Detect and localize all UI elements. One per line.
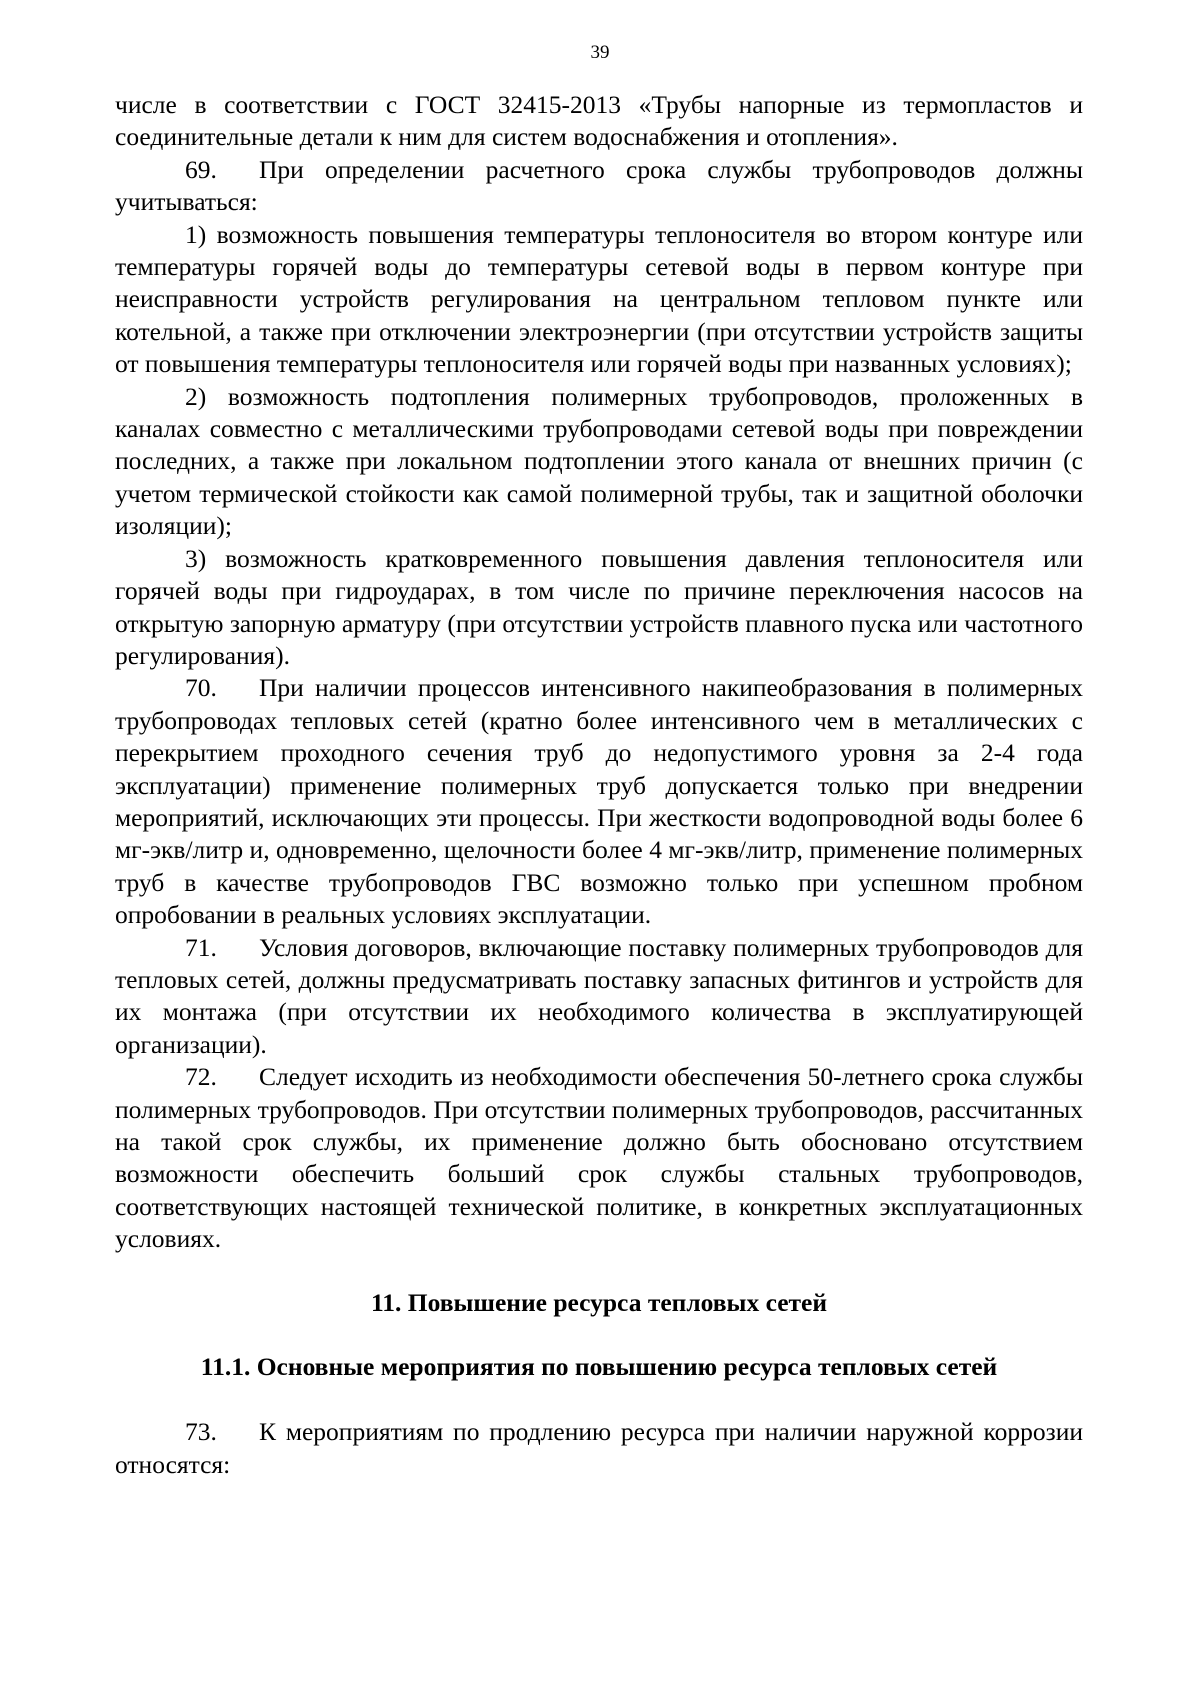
list-item-text: 1) возможность повышения температуры теплоносителя во втором контуре или температуры горячей воды до температуры сетевой воды в первом контуре при неисправности устройств регулирования на центральном тепловом пункте или котельной, а также при отключении электроэнергии (при отсутствии устройств защиты от повышения температуры теплоносителя или горячей воды при названных условиях); xyxy=(115,219,1083,379)
list-item-69-2 xyxy=(115,381,1083,543)
paragraph-number: 71. xyxy=(185,932,217,962)
subsection-heading: 11.1. Основные мероприятия по повышению ресурса тепловых сетей xyxy=(200,1352,998,1382)
list-item-69-1 xyxy=(115,219,1083,381)
list-item-text: 3) возможность кратковременного повышения давления теплоносителя или горячей воды при гидроударах, в том числе по причине переключения насосов на открытую запорную арматуру (при отсутствии устройств плавного пуска или частотного регулирования). xyxy=(115,543,1083,670)
paragraph-number: 70. xyxy=(185,673,217,703)
list-item-69-3 xyxy=(115,543,1083,673)
page-number: 39 xyxy=(590,42,610,63)
paragraph-number: 72. xyxy=(185,1062,217,1092)
paragraph-73 xyxy=(115,1416,1083,1481)
paragraph-text: К мероприятиям по продлению ресурса при наличии наружной коррозии относятся: xyxy=(115,1417,1083,1479)
paragraph-69 xyxy=(115,154,1083,219)
paragraph-text: При определении расчетного срока службы трубопроводов должны учитываться: xyxy=(115,154,1083,217)
paragraph-text: Условия договоров, включающие поставку полимерных трубопроводов для тепловых сетей, должны предусматривать поставку запасных фитингов и устройств для их монтажа (при отсутствии их необходимого количества в эксплуатирующей организации). xyxy=(115,932,1083,1059)
paragraph-text: Следует исходить из необходимости обеспечения 50-летнего срока службы полимерных трубопроводов. При отсутствии полимерных трубопроводов, рассчитанных на такой срок службы, их применение должно быть обосновано отсутствием возможности обеспечить больший срок службы стальных трубопроводов, соответствующих настоящей технической политике, в конкретных эксплуатационных условиях. xyxy=(115,1062,1083,1254)
paragraph-70 xyxy=(115,672,1083,931)
paragraph-continued xyxy=(115,89,1083,154)
paragraph-71 xyxy=(115,932,1083,1062)
section-heading: 11. Повышение ресурса тепловых сетей xyxy=(370,1287,828,1317)
paragraph-text: числе в соответствии с ГОСТ 32415-2013 «Трубы напорные из термопластов и соединительные детали к ним для систем водоснабжения и отопления». xyxy=(115,90,1083,152)
document-body xyxy=(115,89,1083,1481)
paragraph-number: 73. xyxy=(185,1417,217,1447)
paragraph-number: 69. xyxy=(185,154,217,184)
paragraph-72 xyxy=(115,1061,1083,1255)
list-item-text: 2) возможность подтопления полимерных трубопроводов, проложенных в каналах совместно с металлическими трубопроводами сетевой воды при повреждении последних, а также при локальном подтоплении этого канала от внешних причин (с учетом термической стойкости как самой полимерной трубы, так и защитной оболочки изоляции); xyxy=(115,381,1083,541)
paragraph-text: При наличии процессов интенсивного накипеобразования в полимерных трубопроводах тепловых сетей (кратно более интенсивного чем в металлических с перекрытием проходного сечения труб до недопустимого уровня за 2-4 года эксплуатации) применение полимерных труб допускается только при внедрении мероприятий, исключающих эти процессы. При жесткости водопроводной воды более 6 мг-экв/литр и, одновременно, щелочности более 4 мг-экв/литр, применение полимерных труб в качестве трубопроводов ГВС возможно только при успешном пробном опробовании в реальных условиях эксплуатации. xyxy=(115,673,1083,930)
